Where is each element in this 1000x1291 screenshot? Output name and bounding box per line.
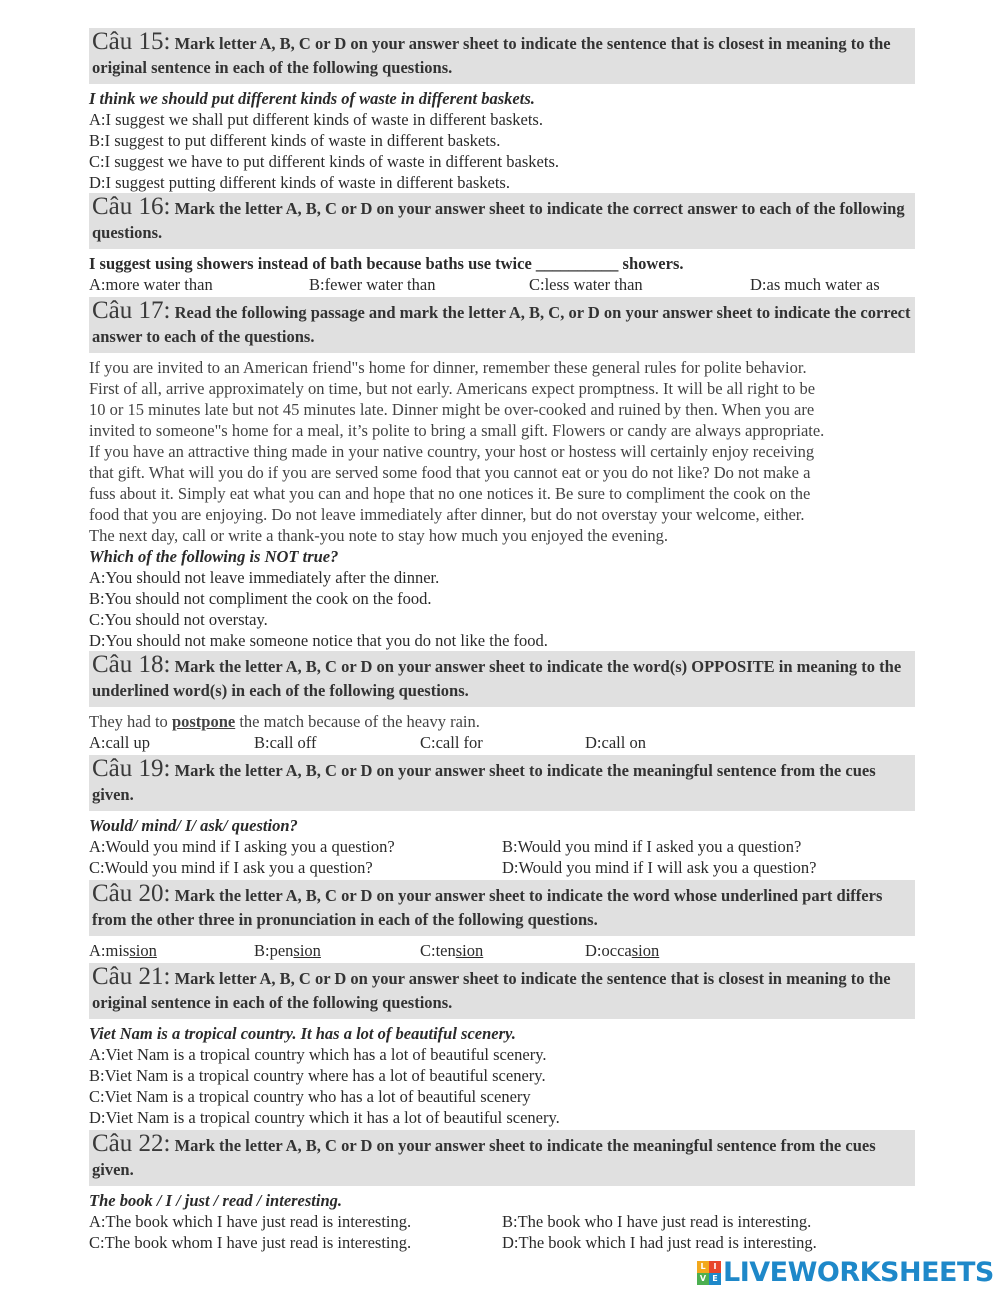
underlined-part: sion (129, 941, 157, 960)
option-b[interactable]: B:call off (254, 733, 317, 752)
option-prefix: C:ten (420, 941, 456, 960)
passage-line: If you have an attractive thing made in your native country, your host or hostess will certainly enjoy receiving (89, 442, 815, 461)
option-a[interactable]: A:The book which I have just read is interesting. (89, 1212, 412, 1231)
question-22-options-row (89, 1232, 915, 1253)
mark-letter: E (709, 1273, 721, 1285)
question-16-prompt: I suggest using showers instead of bath because baths use twice __________ showers. (89, 254, 684, 273)
question-19-prompt: Would/ mind/ I/ ask/ question? (89, 816, 298, 835)
question-21-header (89, 963, 915, 1019)
option-d[interactable] (585, 940, 659, 961)
question-16-header (89, 193, 915, 249)
underlined-part: sion (631, 941, 660, 960)
option-c[interactable]: C:You should not overstay. (89, 610, 268, 629)
option-c[interactable]: C:Viet Nam is a tropical country who has a lot of beautiful scenery (89, 1087, 531, 1106)
question-instruction: Mark letter A, B, C or D on your answer sheet to indicate the sentence that is closest in meaning to the original sentence in each of the following questions. (92, 34, 891, 77)
option-b[interactable]: B:The book who I have just read is interesting. (502, 1212, 812, 1231)
option-d[interactable]: D:I suggest putting different kinds of waste in different baskets. (89, 173, 510, 192)
reading-passage (89, 357, 915, 546)
passage-line: fuss about it. Simply eat what you can and hope that no one notices it. Be sure to compliment the cook on the (89, 484, 811, 503)
passage-line: The next day, call or write a thank-you note to stay how much you enjoyed the evening. (89, 526, 669, 545)
question-number: Câu 22: (92, 1130, 171, 1157)
question-instruction: Mark the letter A, B, C or D on your answer sheet to indicate the meaningful sentence from the cues given. (92, 1136, 876, 1179)
option-b[interactable] (254, 940, 420, 961)
option-b[interactable]: B:Viet Nam is a tropical country where has a lot of beautiful scenery. (89, 1066, 546, 1085)
option-a[interactable]: A:Viet Nam is a tropical country which has a lot of beautiful scenery. (89, 1045, 547, 1064)
question-18-prompt (89, 711, 915, 732)
passage-line: food that you are enjoying. Do not leave immediately after dinner, but do not overstay your welcome, either. (89, 505, 805, 524)
option-a[interactable]: A:You should not leave immediately after the dinner. (89, 568, 440, 587)
question-number: Câu 16: (92, 193, 171, 220)
question-instruction: Read the following passage and mark the letter A, B, C, or D on your answer sheet to indicate the correct answer to each of the questions. (92, 303, 911, 346)
option-d[interactable]: D:You should not make someone notice that you do not like the food. (89, 631, 548, 650)
question-number: Câu 20: (92, 880, 171, 907)
question-22-header (89, 1130, 915, 1186)
underlined-part: sion (455, 941, 484, 960)
question-22-options-row (89, 1211, 915, 1232)
option-d[interactable]: D:The book which I had just read is interesting. (502, 1233, 817, 1252)
question-instruction: Mark the letter A, B, C or D on your answer sheet to indicate the meaningful sentence from the cues given. (92, 761, 876, 804)
option-b[interactable]: B:Would you mind if I asked you a question? (502, 837, 802, 856)
question-number: Câu 19: (92, 755, 171, 782)
option-c[interactable]: C:less water than (529, 275, 643, 294)
underlined-word: postpone (171, 712, 236, 731)
option-d[interactable]: D:Viet Nam is a tropical country which it has a lot of beautiful scenery. (89, 1108, 560, 1127)
mark-letter: I (709, 1261, 721, 1273)
question-19-options-row (89, 836, 915, 857)
question-15-prompt: I think we should put different kinds of waste in different baskets. (89, 89, 535, 108)
option-d[interactable]: D:Would you mind if I will ask you a question? (502, 858, 817, 877)
mark-letter: V (697, 1273, 709, 1285)
option-prefix: A:mis (89, 941, 130, 960)
option-prefix: D:occa (585, 941, 632, 960)
option-a[interactable] (89, 940, 254, 961)
question-number: Câu 15: (92, 28, 171, 55)
question-18-header (89, 651, 915, 707)
question-instruction: Mark the letter A, B, C or D on your answer sheet to indicate the word(s) OPPOSITE in meaning to the underlined word(s) in each of the following questions. (92, 657, 902, 700)
option-b[interactable]: B:I suggest to put different kinds of waste in different baskets. (89, 131, 501, 150)
prompt-text: They had to (89, 712, 172, 731)
question-instruction: Mark letter A, B, C or D on your answer sheet to indicate the sentence that is closest in meaning to the original sentence in each of the following questions. (92, 969, 891, 1012)
question-instruction: Mark the letter A, B, C or D on your answer sheet to indicate the word whose underlined part differs from the other three in pronunciation in each of the following questions. (92, 886, 883, 929)
passage-line: invited to someone"s home for a meal, it’s polite to bring a small gift. Flowers or candy are always appropriate. (89, 421, 825, 440)
option-b[interactable]: B:fewer water than (309, 275, 436, 294)
option-a[interactable]: A:call up (89, 733, 150, 752)
option-a[interactable]: A:Would you mind if I asking you a question? (89, 837, 395, 856)
underlined-part: sion (293, 941, 321, 960)
question-20-options (89, 940, 915, 961)
prompt-text: the match because of the heavy rain. (235, 712, 480, 731)
passage-line: that gift. What will you do if you are served some food that you cannot eat or you do not like? Do not make a (89, 463, 811, 482)
option-b[interactable]: B:You should not compliment the cook on the food. (89, 589, 432, 608)
passage-line: First of all, arrive approximately on time, but not early. Americans expect promptness. It will be all right to be (89, 379, 816, 398)
question-17-prompt: Which of the following is NOT true? (89, 547, 339, 566)
option-c[interactable]: C:Would you mind if I ask you a question? (89, 858, 373, 877)
liveworksheets-mark-icon (697, 1261, 721, 1285)
option-a[interactable]: A:more water than (89, 275, 213, 294)
question-18-options (89, 732, 915, 753)
question-16-options (89, 274, 915, 295)
liveworksheets-logo (697, 1257, 994, 1288)
passage-line: 10 or 15 minutes late but not 45 minutes late. Dinner might be over-cooked and ruined by then. When you are (89, 400, 815, 419)
question-22-prompt: The book / I / just / read / interesting. (89, 1191, 343, 1210)
option-prefix: B:pen (254, 941, 294, 960)
option-a[interactable]: A:I suggest we shall put different kinds of waste in different baskets. (89, 110, 543, 129)
option-c[interactable]: C:The book whom I have just read is interesting. (89, 1233, 412, 1252)
option-c[interactable]: C:I suggest we have to put different kinds of waste in different baskets. (89, 152, 559, 171)
question-19-header (89, 755, 915, 811)
option-d[interactable]: D:call on (585, 733, 646, 752)
option-c[interactable] (420, 940, 585, 961)
question-17-header (89, 297, 915, 353)
mark-letter: L (697, 1261, 709, 1273)
brand-name: LIVEWORKSHEETS (723, 1257, 994, 1288)
passage-line: If you are invited to an American friend"s home for dinner, remember these general rules for polite behavior. (89, 358, 807, 377)
question-number: Câu 21: (92, 963, 171, 990)
question-20-header (89, 880, 915, 936)
question-21-prompt: Viet Nam is a tropical country. It has a lot of beautiful scenery. (89, 1024, 516, 1043)
option-c[interactable]: C:call for (420, 733, 483, 752)
option-d[interactable]: D:as much water as (750, 275, 880, 294)
question-15-header (89, 28, 915, 84)
question-number: Câu 17: (92, 297, 171, 324)
question-instruction: Mark the letter A, B, C or D on your answer sheet to indicate the correct answer to each of the following questions. (92, 199, 905, 242)
question-19-options-row (89, 857, 915, 878)
question-number: Câu 18: (92, 651, 171, 678)
worksheet-page (89, 28, 915, 1253)
